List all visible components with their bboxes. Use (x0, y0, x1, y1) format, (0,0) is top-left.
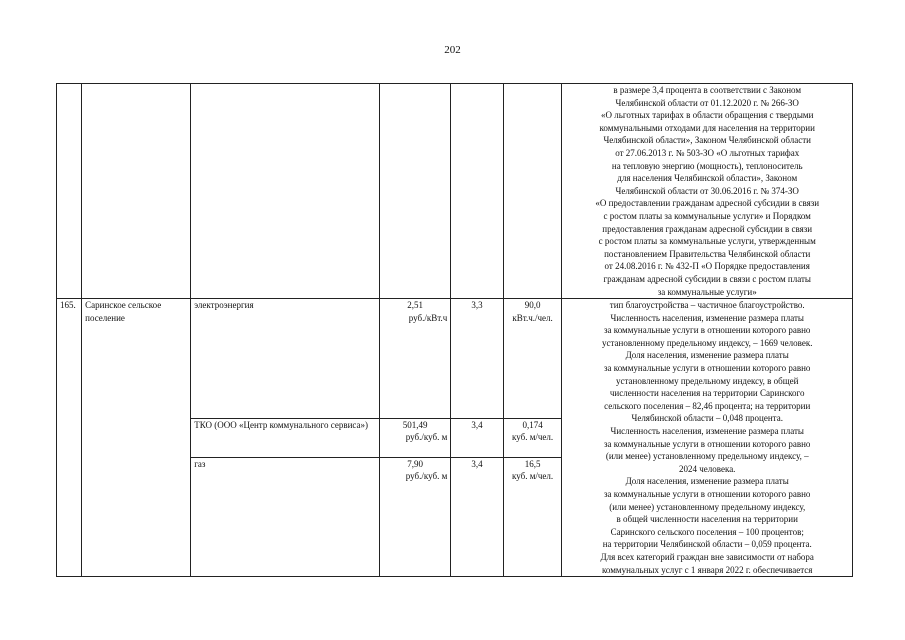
norm-value (503, 457, 562, 577)
tariff-value (379, 299, 450, 419)
tariff-table (56, 83, 853, 577)
note-line: «О предоставлении гражданам адресной субсидии в связи (595, 198, 820, 209)
note-line: 2024 человека. (679, 463, 736, 474)
norm-unit: куб. м/чел. (511, 471, 554, 482)
note-line: за коммунальные услуги в отношении которого равно (604, 438, 811, 449)
continuation-row (57, 84, 853, 299)
service-name: газ (191, 457, 380, 577)
note-line: Численность населения, изменение размера платы (610, 426, 804, 437)
index-value: 3,4 (451, 457, 503, 577)
note-line: коммунальных услуг с 1 января 2022 г. обеспечивается (601, 564, 813, 575)
service-name: ТКО (ООО «Центр коммунального сервиса») (191, 418, 380, 457)
note-line: за коммунальные услуги» (657, 286, 757, 297)
cell-empty (57, 84, 82, 299)
note-line: установленному предельному индексу, в общей (615, 375, 799, 386)
cell-empty (503, 84, 562, 299)
note-line: «О льготных тарифах в области обращения с твердыми (601, 110, 814, 121)
municipality-name: Саринское сельское поселение (82, 299, 191, 577)
norm-amount: 0,174 (522, 419, 543, 430)
cell-empty (451, 84, 503, 299)
index-value: 3,4 (451, 418, 503, 457)
cell-empty (82, 84, 191, 299)
norm-unit: куб. м/чел. (511, 432, 554, 443)
norm-value (503, 299, 562, 419)
note-line: с ростом платы за коммунальные услуги, утвержденным (598, 236, 816, 247)
note-line: Численность населения, изменение размера платы (610, 312, 804, 323)
note-line: установленному предельному индексу, – 1669 человек. (601, 337, 813, 348)
note-line: за коммунальные услуги в отношении которого равно (604, 489, 811, 499)
tariff-amount: 7,90 (407, 458, 424, 469)
norm-amount: 90,0 (524, 300, 541, 311)
note-line: на территории Челябинской области – 0,059 процента. (602, 539, 812, 550)
note-line: (или менее) установленному предельному индексу, – (605, 451, 809, 462)
note-line: за коммунальные услуги в отношении которого равно (604, 363, 811, 374)
tariff-unit: руб./кВт.ч (408, 312, 448, 323)
note-line: за коммунальные услуги в отношении которого равно (604, 325, 811, 336)
tariff-unit: руб./куб. м (405, 471, 448, 482)
norm-value (503, 418, 562, 457)
continuation-note (562, 84, 853, 299)
tariff-value (379, 418, 450, 457)
note-line: на тепловую энергию (мощность), теплоноситель (611, 160, 803, 171)
note-line: Для всех категорий граждан вне зависимости от набора (600, 551, 814, 562)
tariff-amount: 501,49 (402, 419, 428, 430)
table-row (57, 299, 853, 419)
note-line: от 24.08.2016 г. № 432-П «О Порядке предоставления (604, 261, 810, 272)
note-line: Доля населения, изменение размера платы (625, 476, 789, 487)
note-line: тип благоустройства – частичное благоустройство. (609, 300, 805, 311)
note-line: (или менее) установленному предельному индексу, (609, 501, 806, 512)
row-note (562, 299, 853, 577)
note-line: Саринского сельского поселения – 100 процентов; (610, 526, 804, 537)
note-line: гражданам адресной субсидии в связи с ростом платы (603, 273, 811, 284)
note-line: Челябинской области от 30.06.2016 г. № 374-ЗО (615, 185, 799, 196)
page-number: 202 (444, 44, 461, 56)
norm-amount: 16,5 (524, 458, 541, 469)
index-value: 3,3 (451, 299, 503, 419)
note-line: от 27.06.2013 г. № 503-ЗО «О льготных тарифах (615, 147, 800, 158)
note-line: численности населения на территории Саринского (609, 388, 805, 399)
cell-empty (191, 84, 380, 299)
tariff-amount: 2,51 (407, 300, 424, 311)
note-line: постановлением Правительства Челябинской области (604, 248, 811, 259)
row-number: 165. (57, 299, 82, 577)
note-line: с ростом платы за коммунальные услуги» и Порядком (603, 210, 811, 221)
note-line: коммунальными отходами для населения на территории (599, 122, 815, 133)
service-name: электроэнергия (191, 299, 380, 419)
note-line: в размере 3,4 процента в соответствии с Законом (613, 85, 802, 95)
note-line: Доля населения, изменение размера платы (625, 350, 789, 361)
note-line: Челябинской области от 01.12.2020 г. № 266-ЗО (615, 97, 799, 108)
note-line: для населения Челябинской области», Законом (617, 173, 798, 184)
note-line: Челябинской области», Законом Челябинской области (603, 135, 811, 146)
note-line: Челябинской области – 0,048 процента. (631, 413, 783, 424)
norm-unit: кВт.ч./чел. (512, 312, 553, 323)
note-line: предоставления гражданам адресной субсидии в связи (602, 223, 813, 234)
tariff-value (379, 457, 450, 577)
cell-empty (379, 84, 450, 299)
tariff-unit: руб./куб. м (405, 432, 448, 443)
note-line: в общей численности населения на территории (616, 514, 798, 525)
note-line: сельского поселения – 82,46 процента; на территории (604, 400, 811, 411)
